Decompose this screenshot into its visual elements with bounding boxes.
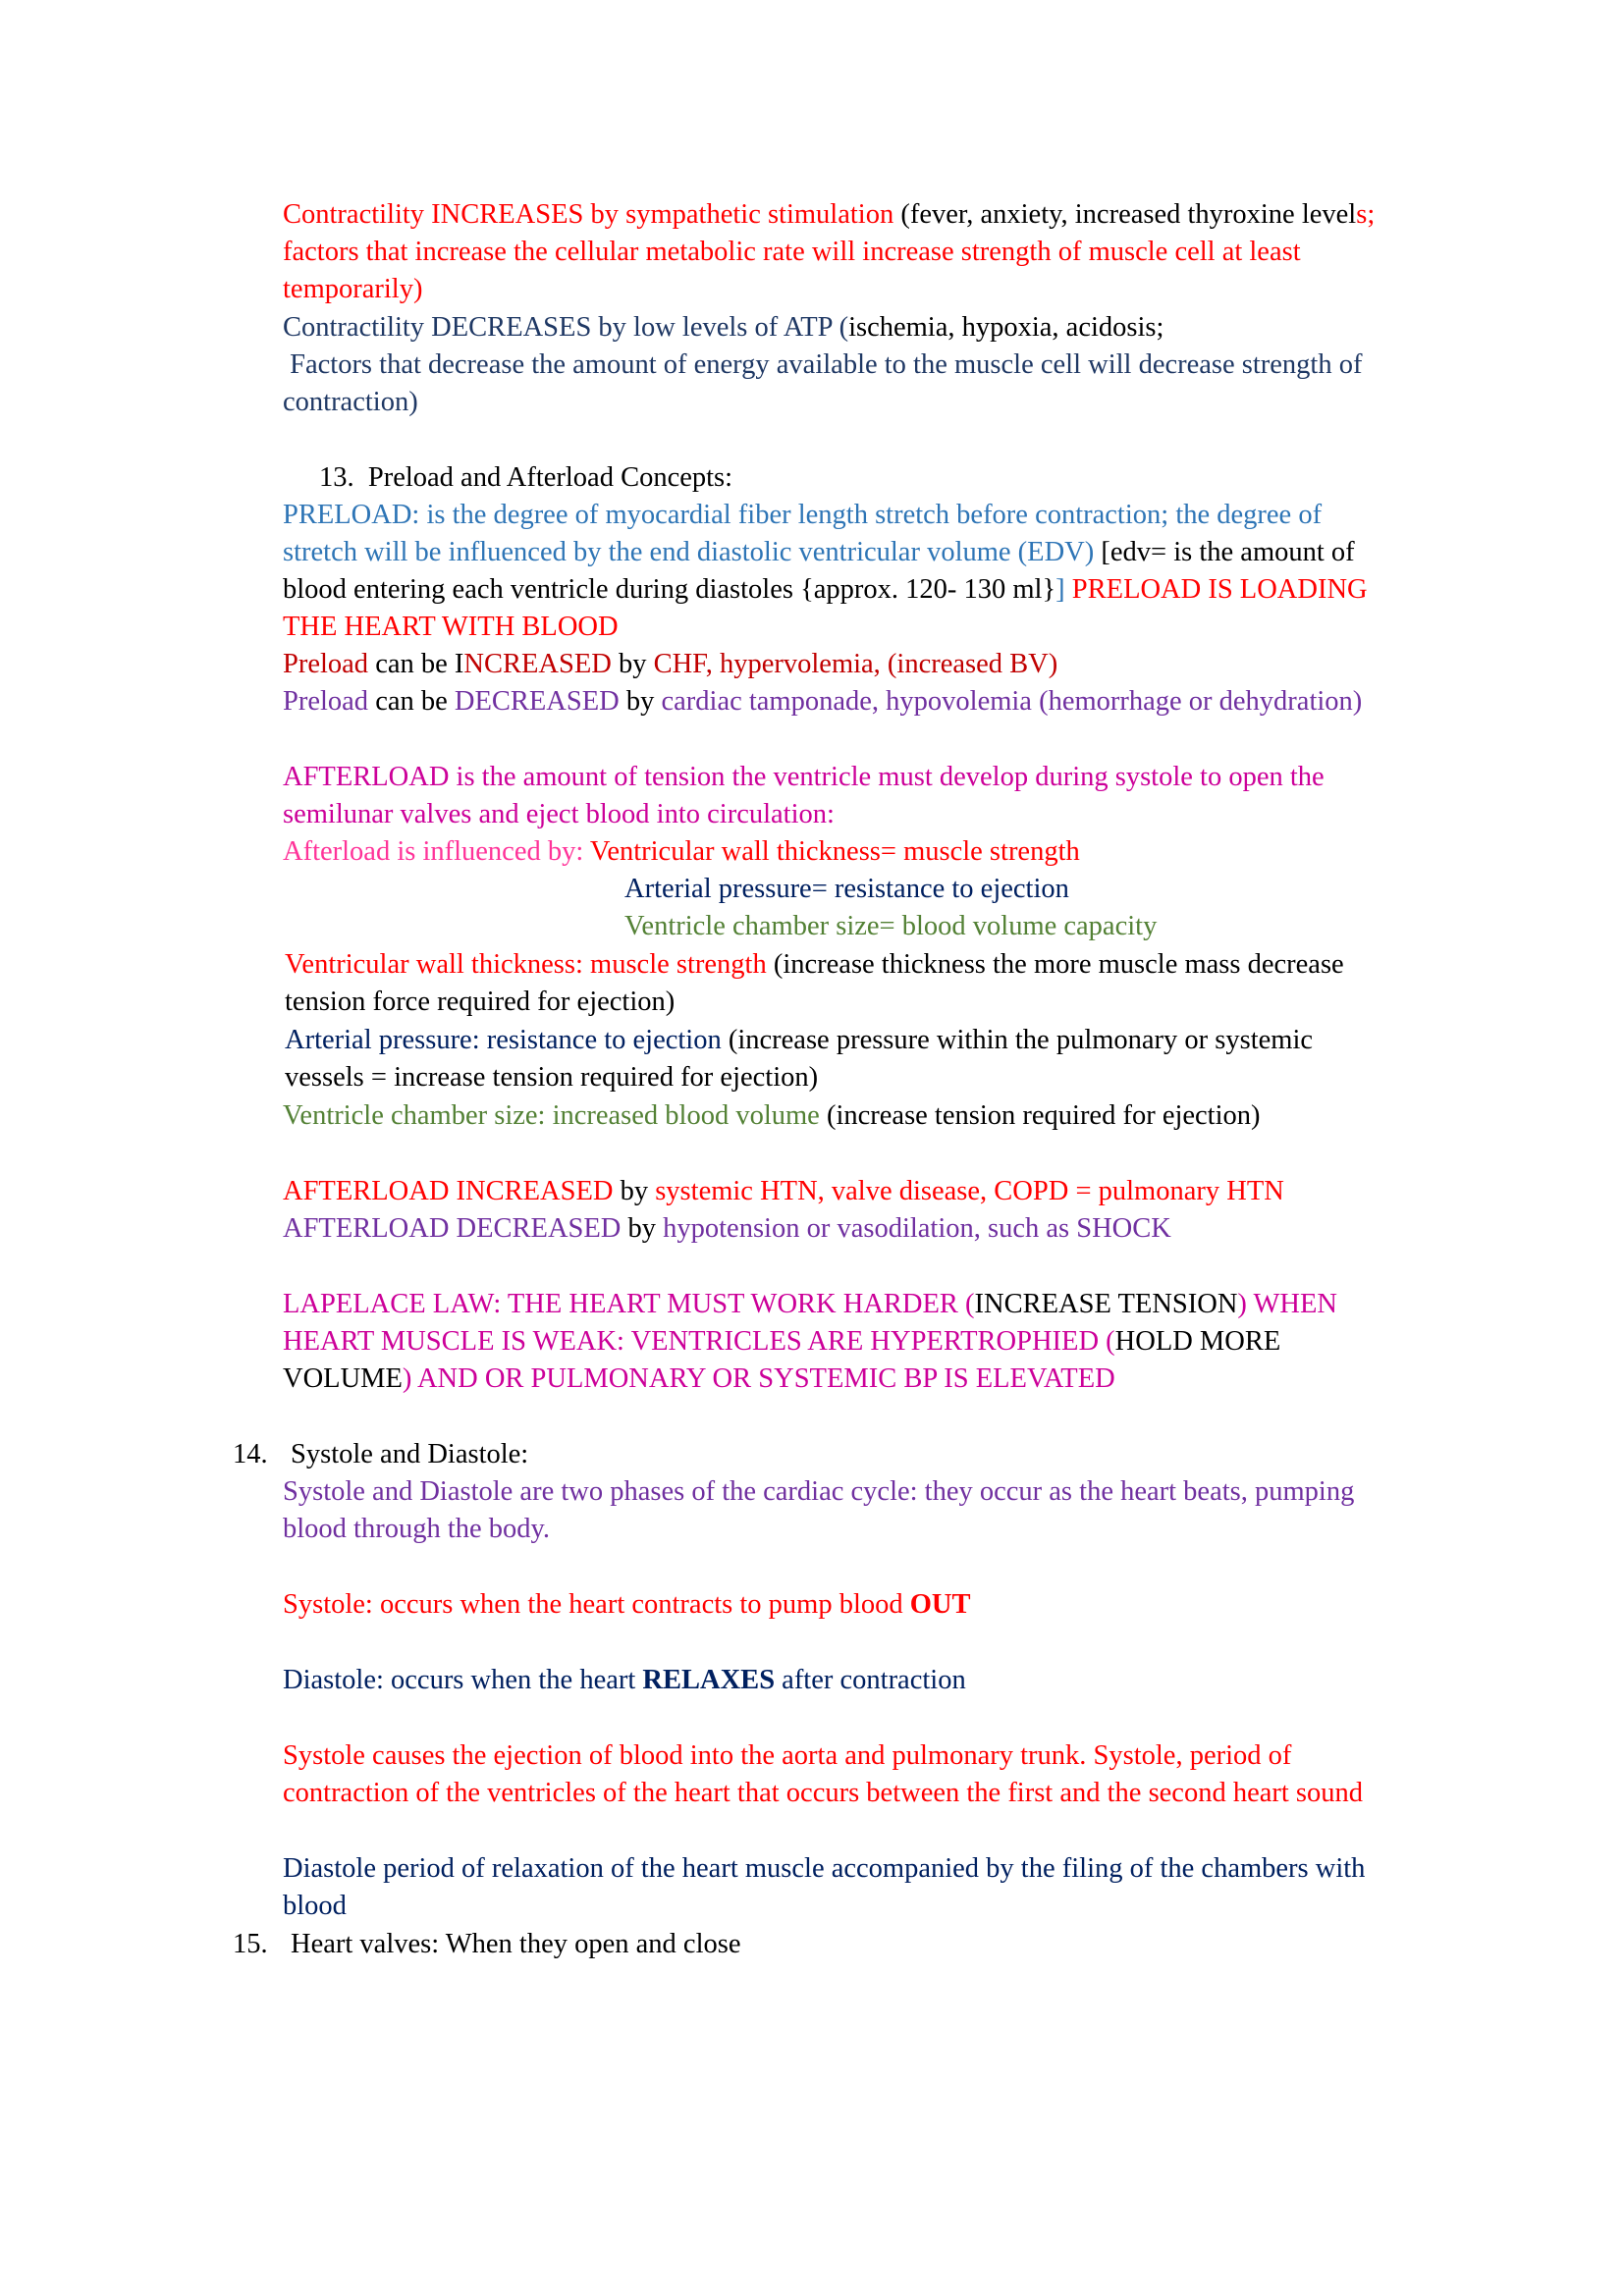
laplace-law-line-3	[283, 1361, 1115, 1398]
section-15-number: 15.	[233, 1929, 268, 1959]
afterload-increase-causes: systemic HTN, valve disease, COPD = pulmonary HTN	[655, 1176, 1284, 1206]
preload-summary-text: PRELOAD IS LOADING	[1071, 574, 1368, 605]
preload-definition-line-1: PRELOAD: is the degree of myocardial fiber length stretch before contraction; the degree of	[283, 500, 1323, 530]
laplace-text: LAPELACE LAW: THE HEART MUST WORK HARDER (	[283, 1289, 975, 1319]
afterload-increased-line	[283, 1173, 1284, 1210]
preload-edv-text: stretch will be influenced by the end diastolic ventricular volume (EDV)	[283, 537, 1102, 567]
arterial-pressure-label: Arterial pressure: resistance to ejection	[285, 1025, 729, 1055]
preload-increase-causes: CHF, hypervolemia, (increased BV)	[653, 649, 1058, 679]
afterload-decreased-line	[283, 1210, 1171, 1248]
diastole-text: after contraction	[775, 1665, 966, 1695]
systole-detail-line-2: contraction of the ventricles of the heart that occurs between the first and the second heart sound	[283, 1778, 1364, 1808]
laplace-law-line-2	[283, 1323, 1280, 1361]
contractility-decrease-line-1	[283, 309, 1163, 347]
arterial-pressure-line-1	[285, 1022, 1313, 1059]
diastole-definition	[283, 1662, 966, 1699]
laplace-law-line-1	[283, 1286, 1337, 1323]
by-text: by	[619, 686, 662, 717]
section-14-heading: Systole and Diastole:	[291, 1439, 529, 1469]
afterload-definition-line-1: AFTERLOAD is the amount of tension the ventricle must develop during systole to open the	[283, 762, 1325, 792]
afterload-decrease-causes: hypotension or vasodilation, such as SHOCK	[663, 1213, 1171, 1244]
afterload-definition-line-2: semilunar valves and eject blood into circulation:	[283, 799, 835, 829]
afterload-influences-line-1	[283, 833, 1080, 871]
can-be-text: can be	[368, 686, 455, 717]
laplace-text: ) WHEN	[1237, 1289, 1337, 1319]
decreased-word: DECREASED	[454, 686, 620, 717]
wall-thickness-line-1	[285, 946, 1344, 984]
preload-definition-line-4: THE HEART WITH BLOOD	[283, 612, 619, 642]
systole-out-emphasis: OUT	[909, 1589, 971, 1620]
contractility-increase-line-1	[283, 196, 1375, 234]
diastole-detail-line-2: blood	[283, 1891, 347, 1921]
by-text: by	[621, 1213, 664, 1244]
laplace-text: ) AND OR PULMONARY OR SYSTEMIC BP IS ELEVATED	[402, 1363, 1115, 1394]
chamber-size-label: Ventricle chamber size: increased blood volume	[283, 1100, 827, 1131]
contractility-decrease-text: Contractility DECREASES by low levels of ATP (	[283, 312, 849, 343]
systole-detail-line-1: Systole causes the ejection of blood into the aorta and pulmonary trunk. Systole, period of	[283, 1740, 1292, 1771]
preload-word: Preload	[283, 649, 369, 679]
wall-thickness-explanation: (increase thickness the more muscle mass decrease	[773, 949, 1344, 980]
preload-definition-line-3	[283, 571, 1368, 609]
afterload-increased-label: AFTERLOAD INCREASED	[283, 1176, 614, 1206]
laplace-hold-more: HOLD MORE	[1114, 1326, 1281, 1357]
contractility-decrease-line-3: contraction)	[283, 387, 418, 417]
diastole-detail-line-1: Diastole period of relaxation of the heart muscle accompanied by the filing of the chambers with	[283, 1853, 1366, 1884]
arterial-pressure-explanation: (increase pressure within the pulmonary or systemic	[728, 1025, 1314, 1055]
bracket-close: ]	[1055, 574, 1072, 605]
preload-increased-line	[283, 646, 1057, 683]
by-text: by	[611, 649, 654, 679]
can-be-text: can be I	[368, 649, 464, 679]
wall-thickness-line-2: tension force required for ejection)	[285, 987, 676, 1017]
systole-definition	[283, 1586, 971, 1624]
increased-word: NCREASED	[463, 649, 612, 679]
by-text: by	[613, 1176, 656, 1206]
section-15-heading: Heart valves: When they open and close	[291, 1929, 741, 1959]
afterload-decreased-label: AFTERLOAD DECREASED	[283, 1213, 622, 1244]
contractility-increase-suffix: s;	[1356, 199, 1376, 230]
preload-decreased-line	[283, 683, 1362, 721]
afterload-influenced-label: Afterload is influenced by:	[283, 836, 590, 867]
contractility-increase-text: Contractility INCREASES by sympathetic stimulation	[283, 199, 901, 230]
systole-diastole-intro-line-2: blood through the body.	[283, 1514, 551, 1544]
contractility-decrease-line-2: Factors that decrease the amount of energy available to the muscle cell will decrease strength of	[283, 349, 1363, 380]
edv-definition-text: [edv= is the amount of	[1101, 537, 1355, 567]
contractility-increase-factors: (fever, anxiety, increased thyroxine level	[900, 199, 1357, 230]
laplace-volume: VOLUME	[283, 1363, 403, 1394]
influence-arterial-pressure: Arterial pressure= resistance to ejection	[624, 874, 1069, 904]
chamber-size-explanation: (increase tension required for ejection)	[826, 1100, 1261, 1131]
contractility-decrease-factors: ischemia, hypoxia, acidosis;	[848, 312, 1164, 343]
section-13-heading: 13. Preload and Afterload Concepts:	[319, 462, 733, 493]
edv-volume-text: blood entering each ventricle during diastoles {approx. 120- 130 ml}	[283, 574, 1056, 605]
influence-wall-thickness: Ventricular wall thickness= muscle strength	[589, 836, 1080, 867]
influence-chamber-size: Ventricle chamber size= blood volume capacity	[624, 911, 1158, 941]
diastole-text: Diastole: occurs when the heart	[283, 1665, 643, 1695]
diastole-relaxes-emphasis: RELAXES	[642, 1665, 776, 1695]
laplace-text: HEART MUSCLE IS WEAK: VENTRICLES ARE HYPERTROPHIED (	[283, 1326, 1115, 1357]
contractility-increase-line-2: factors that increase the cellular metabolic rate will increase strength of muscle cell at least	[283, 237, 1301, 267]
preload-word: Preload	[283, 686, 369, 717]
preload-decrease-causes: cardiac tamponade, hypovolemia (hemorrhage or dehydration)	[661, 686, 1363, 717]
preload-definition-line-2	[283, 534, 1355, 571]
arterial-pressure-line-2: vessels = increase tension required for ejection)	[285, 1062, 819, 1093]
contractility-increase-line-3: temporarily)	[283, 274, 423, 304]
section-14-number: 14.	[233, 1439, 268, 1469]
wall-thickness-label: Ventricular wall thickness: muscle strength	[285, 949, 774, 980]
laplace-increase-tension: INCREASE TENSION	[974, 1289, 1238, 1319]
systole-diastole-intro-line-1: Systole and Diastole are two phases of the cardiac cycle: they occur as the heart beats, pumping	[283, 1476, 1355, 1507]
chamber-size-line	[283, 1097, 1261, 1135]
systole-text: Systole: occurs when the heart contracts to pump blood	[283, 1589, 910, 1620]
